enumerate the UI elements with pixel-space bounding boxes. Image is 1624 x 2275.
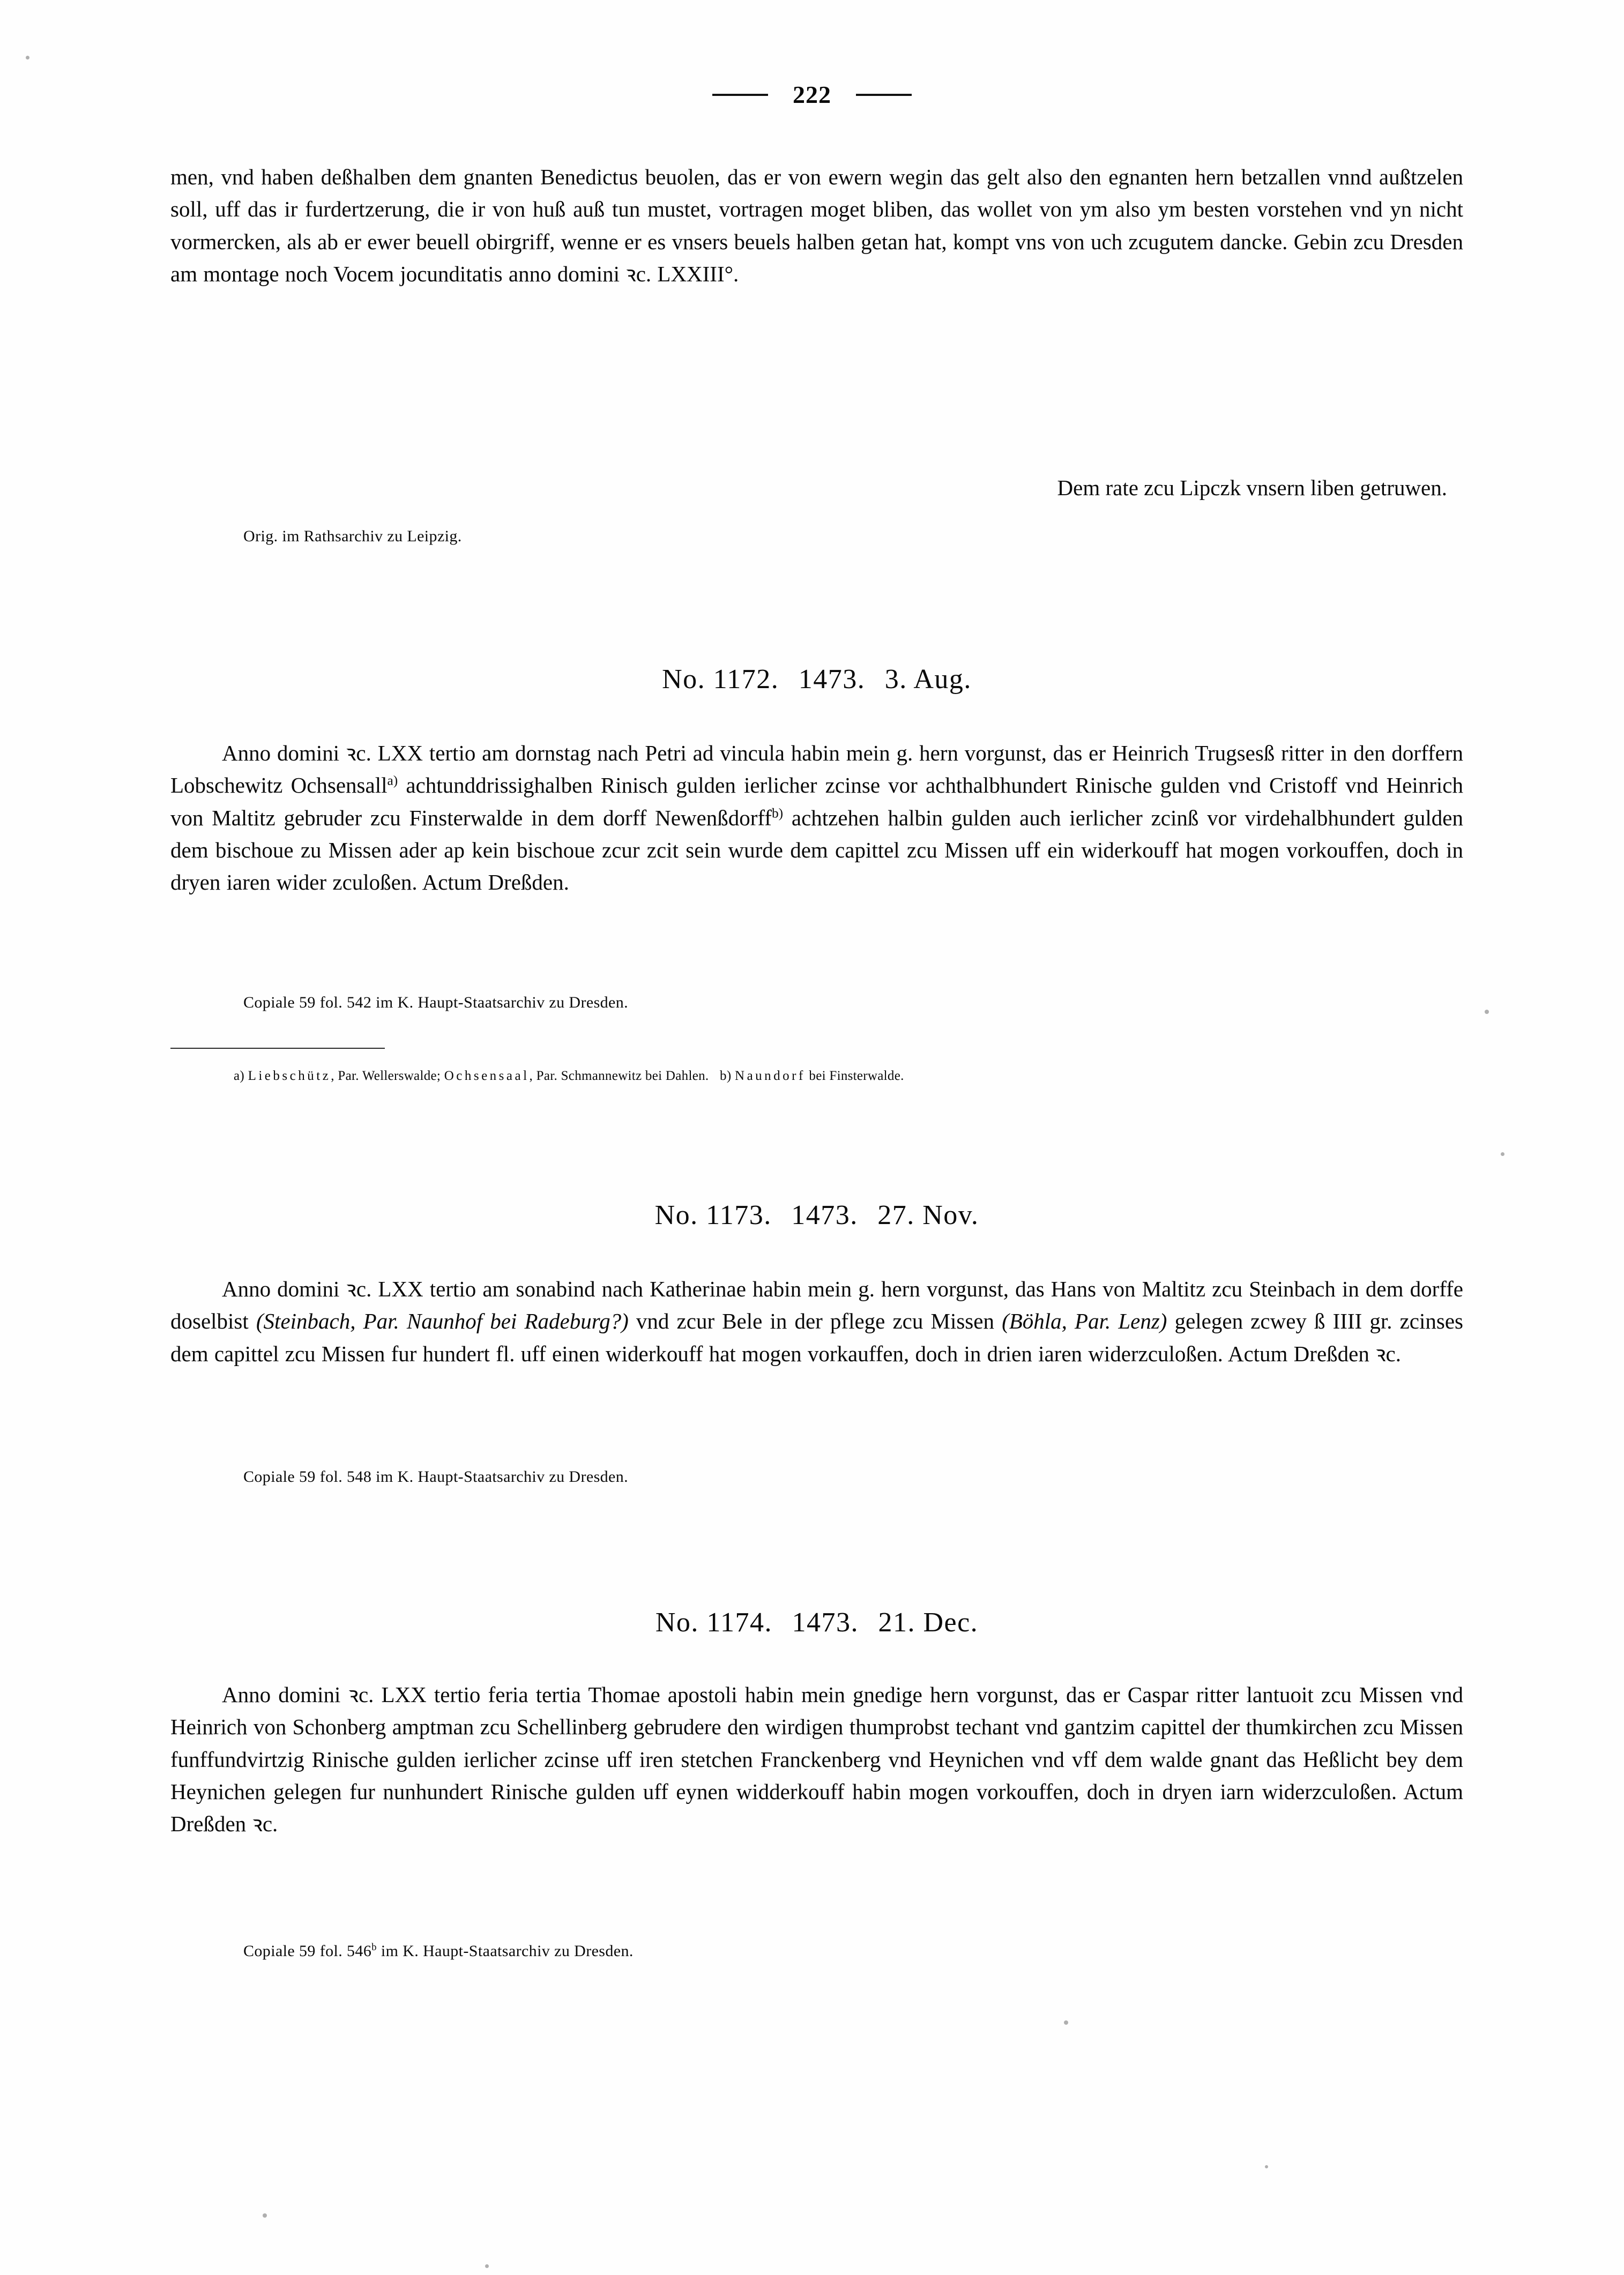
footnote-place-ochsensaal: Ochsensaal — [444, 1069, 530, 1083]
source-note: Copiale 59 fol. 542 im K. Haupt-Staatsarchiv zu Dresden. — [243, 994, 629, 1011]
doc-heading-1173 — [170, 1199, 1463, 1231]
page-number: 222 — [793, 81, 831, 108]
letter-continuation-text: men, vnd haben deßhalben dem gnanten Benedictus beuolen, das er von ewern wegin das gelt also den egnanten hern betzallen vnnd außtzelen soll, uff das ir furdertzerung, die ir von huß auß tun mustet, vortragen moget bliben, das wollet von ym also ym besten vorstehen vnd yn nicht vormercken, als ab er ewer beuell obirgriff, wenne er es vnsers beuels halben getan hat, kompt vns von uch zcugutem dancke. Gebin zcu Dresden am montage noch Vocem jocunditatis anno domini ꝛc. LXXIII°. — [170, 165, 1463, 286]
scan-speck — [1064, 2020, 1068, 2025]
doc-body-1172 — [170, 737, 1463, 898]
footnote-mark-b: b) — [720, 1069, 732, 1083]
editorial-gloss-steinbach: (Steinbach, Par. Naunhof bei Radeburg?) — [256, 1309, 629, 1334]
scan-speck — [485, 2264, 489, 2268]
doc-body-segment: achtunddrissighalben Rinisch gulden ierlicher zcinse vor achthalbhundert Rinische gulden vnd Cristoff vnd Heinrich von Maltitz gebruder zcu Finsterwalde in dem dorff Newenßdorff — [170, 773, 1464, 830]
footnote-mark-a: a) — [234, 1069, 245, 1083]
source-note: im K. Haupt-Staatsarchiv zu Dresden. — [376, 1942, 634, 1960]
folio-superscript: b — [371, 1942, 377, 1953]
scan-speck — [1265, 2165, 1268, 2168]
letter-source-block — [170, 525, 1463, 548]
letter-address-block — [170, 472, 1463, 504]
doc-source-1173 — [170, 1466, 1463, 1488]
footnote-text: , Par. Schmannewitz bei Dahlen. — [529, 1069, 709, 1083]
head-rule-right — [856, 94, 912, 96]
editorial-gloss-boehla: (Böhla, Par. Lenz) — [1002, 1309, 1167, 1334]
doc-number: No. 1173. — [654, 1200, 772, 1230]
doc-body-segment: achtzehen halbin gulden auch ierlicher zcinß vor virdehalbhundert gulden dem bischoue zu Missen ader ap kein bischoue zcur zcit sein wurde dem capittel zcu Missen uff ein widerkouff hat mogen vorkouffen, doch in dryen iaren wider zculoßen. Actum Dreßden. — [170, 805, 1463, 895]
doc-body-segment: Anno domini ꝛc. LXX tertio feria tertia Thomae apostoli habin mein gnedige hern vorgunst, das er Caspar ritter lantuoit zcu Missen vnd Heinrich von Schonberg amptman zcu Schellinberg gebrudere den wirdigen thumprobst techant vnd gantzim capittel der thumkirchen zcu Missen funffundvirtzig Rinische gulden ierlicher zcinse uff iren stetchen Franckenberg vnd Heynichen vnd vff dem walde gnant das Heßlicht bey dem Heynichen gelegen fur nunhundert Rinische gulden uff eynen widderkouff habin mogen vorkouffen, doch in dryen iarn widerzculoßen. Actum Dreßden ꝛc. — [170, 1682, 1463, 1837]
scan-speck — [26, 56, 29, 59]
doc-body-segment: Anno domini ꝛc. LXX tertio am sonabind nach Katherinae habin mein g. hern vorgunst, das Hans von Maltitz zcu Steinbach in dem dorffe doselbist — [170, 1277, 1463, 1334]
doc-date: 27. Nov. — [877, 1200, 979, 1230]
scan-speck — [263, 2213, 267, 2218]
footnote-marker-a: a) — [387, 773, 398, 788]
head-rule-left — [712, 94, 768, 96]
source-note: Copiale 59 fol. 548 im K. Haupt-Staatsarchiv zu Dresden. — [243, 1468, 629, 1486]
footnote-text: , Par. Wellerswalde; — [331, 1069, 444, 1083]
doc-body-segment: gelegen zcwey ß IIII gr. zcinses dem capittel zcu Missen fur hundert fl. uff einen widerkouff hat mogen vorkauffen, doch in drien iaren widerzculoßen. Actum Dreßden ꝛc. — [170, 1309, 1463, 1366]
footnote-place-naundorf: Naundorf — [735, 1069, 806, 1083]
doc-heading-1174 — [170, 1607, 1463, 1638]
doc-year: 1473. — [798, 664, 866, 695]
letter-source-note: Orig. im Rathsarchiv zu Leipzig. — [243, 527, 462, 545]
footnote-place-liebschuetz: Liebschütz — [248, 1069, 331, 1083]
doc-body-segment: Anno domini ꝛc. LXX tertio am dornstag nach Petri ad vincula habin mein g. hern vorgunst, das er Heinrich Trugsesß ritter in den dorffern Lobschewitz Ochsensall — [170, 741, 1463, 798]
source-note: Copiale 59 fol. 546 — [243, 1942, 372, 1960]
footnote-block-1172 — [170, 1066, 1463, 1086]
doc-number: No. 1174. — [655, 1607, 772, 1638]
footnote-separator-rule — [170, 1048, 385, 1049]
doc-body-segment: vnd zcur Bele in der pflege zcu Missen — [628, 1309, 1002, 1334]
doc-year: 1473. — [791, 1200, 858, 1230]
doc-heading-1172 — [170, 663, 1463, 695]
doc-source-1174 — [170, 1940, 1463, 1963]
running-head — [0, 80, 1624, 109]
doc-source-1172 — [170, 991, 1463, 1014]
doc-body-1173 — [170, 1273, 1463, 1370]
letter-continuation-block — [170, 161, 1463, 290]
footnote-text: bei Finsterwalde. — [805, 1069, 904, 1083]
doc-year: 1473. — [792, 1607, 859, 1638]
doc-date: 21. Dec. — [878, 1607, 979, 1638]
scan-speck — [1501, 1152, 1504, 1156]
footnote-marker-b: b) — [771, 805, 784, 821]
doc-date: 3. Aug. — [884, 664, 972, 695]
doc-number: No. 1172. — [662, 664, 779, 695]
doc-body-1174 — [170, 1679, 1463, 1840]
letter-address-line: Dem rate zcu Lipczk vnsern liben getruwen. — [1057, 475, 1447, 500]
scan-speck — [1485, 1010, 1489, 1014]
